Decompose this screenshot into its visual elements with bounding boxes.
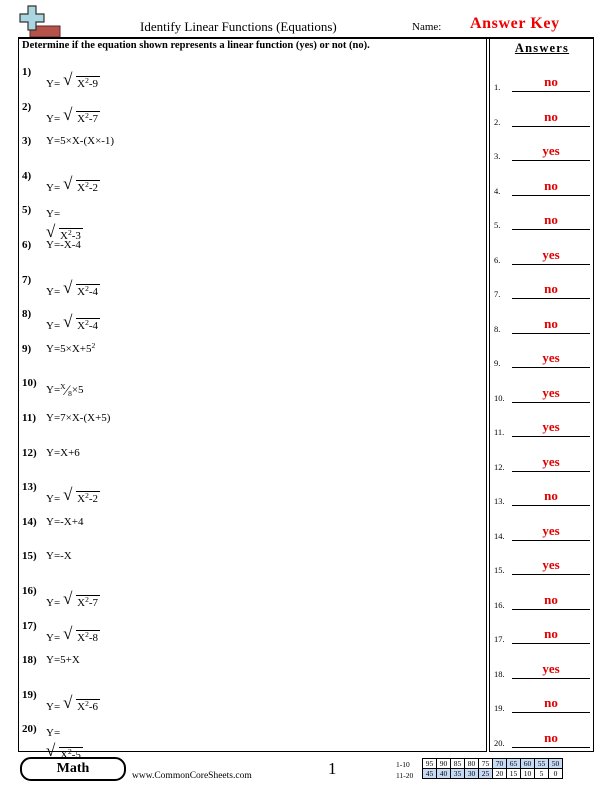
equation-text: Y=5×X-(X×-1) [46, 135, 115, 148]
answer-key-label: Answer Key [470, 15, 560, 32]
exponent: 2 [85, 491, 89, 501]
answer-line [512, 160, 590, 161]
answer-value: no [544, 729, 558, 745]
radicand [76, 180, 100, 194]
square-root [63, 173, 100, 194]
radical-sign: √ [63, 70, 73, 89]
question-number: 20) [22, 723, 37, 736]
question-item [22, 654, 472, 684]
question-item [22, 135, 472, 165]
question-number: 12) [22, 446, 37, 459]
denominator: 8 [68, 389, 72, 399]
square-root [63, 104, 100, 125]
constant: -5 [71, 749, 81, 762]
variable: X [60, 230, 68, 243]
question-item [22, 723, 472, 762]
answer-line [512, 367, 590, 368]
answer-line [512, 402, 590, 403]
constant: -4 [88, 285, 99, 298]
equation-rest: ×5 [71, 384, 84, 397]
score-cell: 10 [521, 769, 535, 779]
answer-value: no [544, 695, 558, 710]
answer-value: no [544, 315, 558, 331]
answer-line [512, 574, 590, 575]
variable: X [77, 631, 86, 644]
question-item [22, 101, 472, 131]
radical-sign: √ [63, 104, 73, 124]
answer-line [512, 678, 590, 679]
question-number: 10) [22, 377, 37, 390]
answer-number: 15. [494, 565, 505, 575]
answer-item [494, 661, 590, 681]
question-item [22, 204, 472, 243]
answer-item [494, 523, 590, 543]
exponent: 2 [85, 179, 89, 189]
equation-prefix: Y= [46, 285, 61, 298]
variable: X [77, 285, 86, 298]
answer-item [494, 626, 590, 646]
answer-number: 5. [494, 220, 501, 230]
score-cell: 70 [493, 759, 507, 769]
answer-number: 11. [494, 427, 505, 437]
exponent: 2 [85, 698, 89, 708]
answer-line [512, 195, 590, 196]
equation [46, 104, 100, 125]
answer-item [494, 730, 590, 750]
equation [46, 550, 72, 562]
variable: X [77, 112, 86, 125]
answer-number: 1. [494, 82, 501, 92]
square-root [63, 485, 100, 506]
exponent: 2 [67, 228, 72, 238]
answer-value: yes [542, 557, 560, 572]
equation [46, 623, 100, 644]
answer-line [512, 126, 590, 127]
equation-prefix: Y= [46, 384, 61, 397]
answer-number: 17. [494, 634, 505, 644]
answer-number: 4. [494, 185, 501, 196]
radical-sign: √ [63, 277, 73, 297]
answer-line [512, 609, 590, 610]
score-range-label: 1-10 [396, 760, 410, 769]
answer-line [512, 333, 590, 334]
constant: -2 [88, 493, 99, 506]
answer-value: no [544, 74, 558, 89]
answer-item [494, 419, 590, 439]
subject-badge: Math [20, 757, 126, 781]
radicand [76, 491, 100, 505]
score-range-labels [396, 759, 413, 781]
equation [46, 516, 83, 528]
score-cell: 40 [437, 769, 451, 779]
answer-item [494, 454, 590, 474]
answer-line [512, 643, 590, 644]
equation-prefix: Y= [46, 700, 61, 713]
constant: -2 [88, 181, 99, 194]
question-item [22, 170, 472, 200]
score-cell: 20 [493, 769, 507, 779]
answer-number: 6. [494, 254, 501, 265]
radical-sign: √ [46, 741, 56, 761]
question-item [22, 447, 472, 477]
question-number: 19) [22, 688, 37, 701]
worksheet-title: Identify Linear Functions (Equations) [140, 19, 337, 34]
question-item [22, 412, 472, 442]
equation-prefix: Y= [46, 597, 61, 609]
answer-number: 14. [494, 530, 505, 541]
answer-value: no [544, 281, 558, 296]
score-cell: 35 [451, 769, 465, 779]
question-number: 18) [22, 654, 37, 667]
square-root [63, 312, 100, 333]
constant: -6 [88, 700, 99, 713]
answer-item [494, 316, 590, 336]
radicand [76, 284, 100, 298]
answer-value: no [544, 488, 558, 503]
answer-line [512, 229, 590, 230]
equation [46, 383, 84, 400]
score-range-label: 11-20 [396, 771, 414, 780]
exponent: 2 [85, 595, 89, 604]
square-root [63, 623, 100, 644]
answer-value: yes [542, 384, 560, 400]
equation-prefix: Y= [46, 320, 61, 333]
answer-number: 19. [494, 703, 505, 713]
equation [46, 70, 100, 90]
equation [46, 173, 100, 194]
score-cell: 60 [521, 759, 535, 769]
answer-number: 10. [494, 392, 505, 403]
constant: -8 [88, 631, 99, 644]
answers-heading: Answers [514, 41, 570, 55]
answer-item [494, 557, 590, 577]
score-cell: 75 [479, 759, 493, 769]
answer-value: yes [542, 453, 560, 469]
radicand [76, 630, 100, 644]
answer-line [512, 436, 590, 437]
answer-line [512, 91, 590, 92]
answer-number: 13. [494, 496, 505, 506]
radicand [76, 111, 100, 125]
question-item [22, 308, 472, 338]
score-cell: 55 [535, 759, 549, 769]
exponent: 2 [91, 340, 96, 350]
question-item [22, 689, 472, 719]
radical-sign: √ [63, 173, 73, 193]
question-number: 14) [22, 515, 37, 528]
name-label: Name: [412, 21, 442, 33]
answer-line [512, 264, 590, 265]
equation-text: Y=7×X-(X+5) [46, 412, 111, 424]
radicand [76, 318, 100, 332]
exponent: 2 [85, 110, 89, 120]
equation [46, 208, 83, 242]
score-cell: 30 [465, 769, 479, 779]
equation [46, 654, 80, 666]
variable: X [60, 749, 68, 762]
variable: X [77, 78, 86, 90]
equation-prefix: Y= [46, 727, 61, 740]
numerator: X [60, 382, 66, 392]
answer-item [494, 350, 590, 370]
answer-number: 18. [494, 668, 505, 679]
website-link[interactable]: www.CommonCoreSheets.com [132, 771, 252, 781]
variable: X [77, 181, 86, 194]
equation [46, 412, 110, 424]
equation-text: Y=5+X [46, 654, 80, 667]
question-number: 13) [22, 481, 37, 494]
radical-sign: √ [63, 589, 73, 608]
equation [46, 135, 114, 147]
equation [46, 340, 96, 355]
question-item [22, 585, 472, 615]
equation [46, 485, 100, 506]
equation-text: Y=-X+4 [46, 515, 84, 528]
square-root [63, 277, 100, 298]
answer-value: yes [542, 419, 560, 434]
question-item [22, 377, 472, 407]
score-cell: 45 [423, 769, 437, 779]
equation-prefix: Y= [46, 112, 61, 125]
constant: -4 [88, 320, 99, 333]
square-root [63, 692, 100, 713]
equation-text: Y=X+6 [46, 446, 80, 459]
exponent: 2 [85, 283, 89, 293]
question-number: 1) [22, 66, 32, 78]
exponent: 2 [85, 318, 89, 328]
answer-item [494, 247, 590, 267]
square-root [63, 70, 100, 90]
variable: X [77, 700, 86, 713]
equation [46, 692, 100, 713]
score-table [422, 758, 563, 779]
question-item [22, 620, 472, 650]
radicand [76, 595, 100, 609]
answer-number: 8. [494, 323, 501, 334]
answer-item [494, 212, 590, 232]
answer-line [512, 505, 590, 506]
answer-number: 2. [494, 116, 501, 127]
score-cell: 65 [507, 759, 521, 769]
answer-value: yes [542, 246, 560, 262]
answer-number: 16. [494, 599, 505, 610]
answer-item [494, 109, 590, 129]
equation-text: Y=-X [46, 550, 72, 563]
equation [46, 447, 80, 459]
equation-prefix: Y= [46, 208, 61, 221]
answer-item [494, 695, 590, 715]
constant: -7 [88, 112, 99, 125]
score-cell: 90 [437, 759, 451, 769]
fraction-slash: ⁄ [65, 383, 69, 400]
answer-item [494, 178, 590, 198]
question-item [22, 481, 472, 511]
radical-sign: √ [63, 485, 73, 505]
score-cell: 0 [549, 769, 563, 779]
score-cell: 85 [451, 759, 465, 769]
square-root [63, 589, 100, 609]
constant: -3 [71, 230, 81, 243]
question-number: 2) [22, 100, 32, 113]
radicand [76, 699, 100, 713]
equation [46, 239, 81, 251]
radical-sign: √ [63, 312, 73, 332]
answer-value: yes [542, 350, 560, 365]
score-cell: 80 [465, 759, 479, 769]
answer-value: no [544, 626, 558, 641]
answer-item [494, 385, 590, 405]
answer-line [512, 298, 590, 299]
score-cell: 5 [535, 769, 549, 779]
question-number: 11) [22, 412, 37, 424]
variable: X [77, 493, 86, 506]
plus-logo-icon [18, 4, 62, 40]
answer-value: yes [542, 522, 560, 538]
question-number: 6) [22, 239, 32, 251]
equation-prefix: Y= [46, 493, 61, 506]
equation [46, 312, 100, 333]
score-cell: 15 [507, 769, 521, 779]
exponent: 2 [67, 747, 72, 757]
radical-sign: √ [63, 623, 73, 643]
exponent: 2 [85, 76, 89, 85]
question-number: 5) [22, 204, 32, 217]
constant: -9 [88, 78, 99, 90]
question-number: 8) [22, 308, 32, 321]
equation-text: Y=-X-4 [46, 239, 81, 251]
answer-line [512, 540, 590, 541]
instructions: Determine if the equation shown represents a linear function (yes) or not (no). [22, 40, 370, 51]
question-number: 15) [22, 550, 37, 563]
question-item [22, 66, 472, 96]
question-item [22, 516, 472, 546]
radical-sign: √ [63, 692, 73, 712]
question-number: 7) [22, 273, 32, 286]
answer-line [512, 747, 590, 748]
answer-line [512, 712, 590, 713]
answer-number: 3. [494, 151, 501, 161]
answer-value: yes [542, 143, 560, 158]
question-number: 16) [22, 585, 37, 597]
score-cell: 50 [549, 759, 563, 769]
equation [46, 589, 100, 609]
score-row [423, 769, 563, 779]
question-item [22, 274, 472, 304]
equation [46, 277, 100, 298]
question-number: 4) [22, 169, 32, 182]
answer-value: no [544, 212, 558, 227]
constant: -7 [88, 597, 99, 609]
exponent: 2 [85, 629, 89, 639]
panel-divider [486, 39, 487, 752]
page-number: 1 [328, 759, 337, 778]
answer-number: 20. [494, 737, 505, 748]
answer-value: no [544, 591, 558, 607]
equation-prefix: Y= [46, 181, 61, 194]
answer-number: 12. [494, 461, 505, 472]
answer-number: 7. [494, 289, 501, 299]
score-cell: 95 [423, 759, 437, 769]
answer-item [494, 281, 590, 301]
equation-prefix: Y= [46, 78, 61, 90]
question-number: 9) [22, 342, 32, 355]
answer-item [494, 74, 590, 94]
question-item [22, 340, 472, 373]
answer-value: no [544, 108, 558, 124]
answer-item [494, 488, 590, 508]
answer-item [494, 592, 590, 612]
variable: X [77, 320, 86, 333]
equation-text: Y=5×X+5 [46, 342, 92, 355]
answer-item [494, 143, 590, 163]
answer-number: 9. [494, 358, 501, 368]
radical-sign: √ [46, 222, 56, 242]
equation-prefix: Y= [46, 631, 61, 644]
question-number: 17) [22, 619, 37, 632]
score-cell: 25 [479, 769, 493, 779]
variable: X [77, 597, 86, 609]
question-number: 3) [22, 135, 32, 148]
question-item [22, 550, 472, 580]
score-row [423, 759, 563, 769]
answer-value: no [544, 177, 558, 193]
question-item [22, 239, 472, 269]
answer-value: yes [542, 660, 560, 676]
answer-line [512, 471, 590, 472]
radicand [76, 76, 100, 90]
